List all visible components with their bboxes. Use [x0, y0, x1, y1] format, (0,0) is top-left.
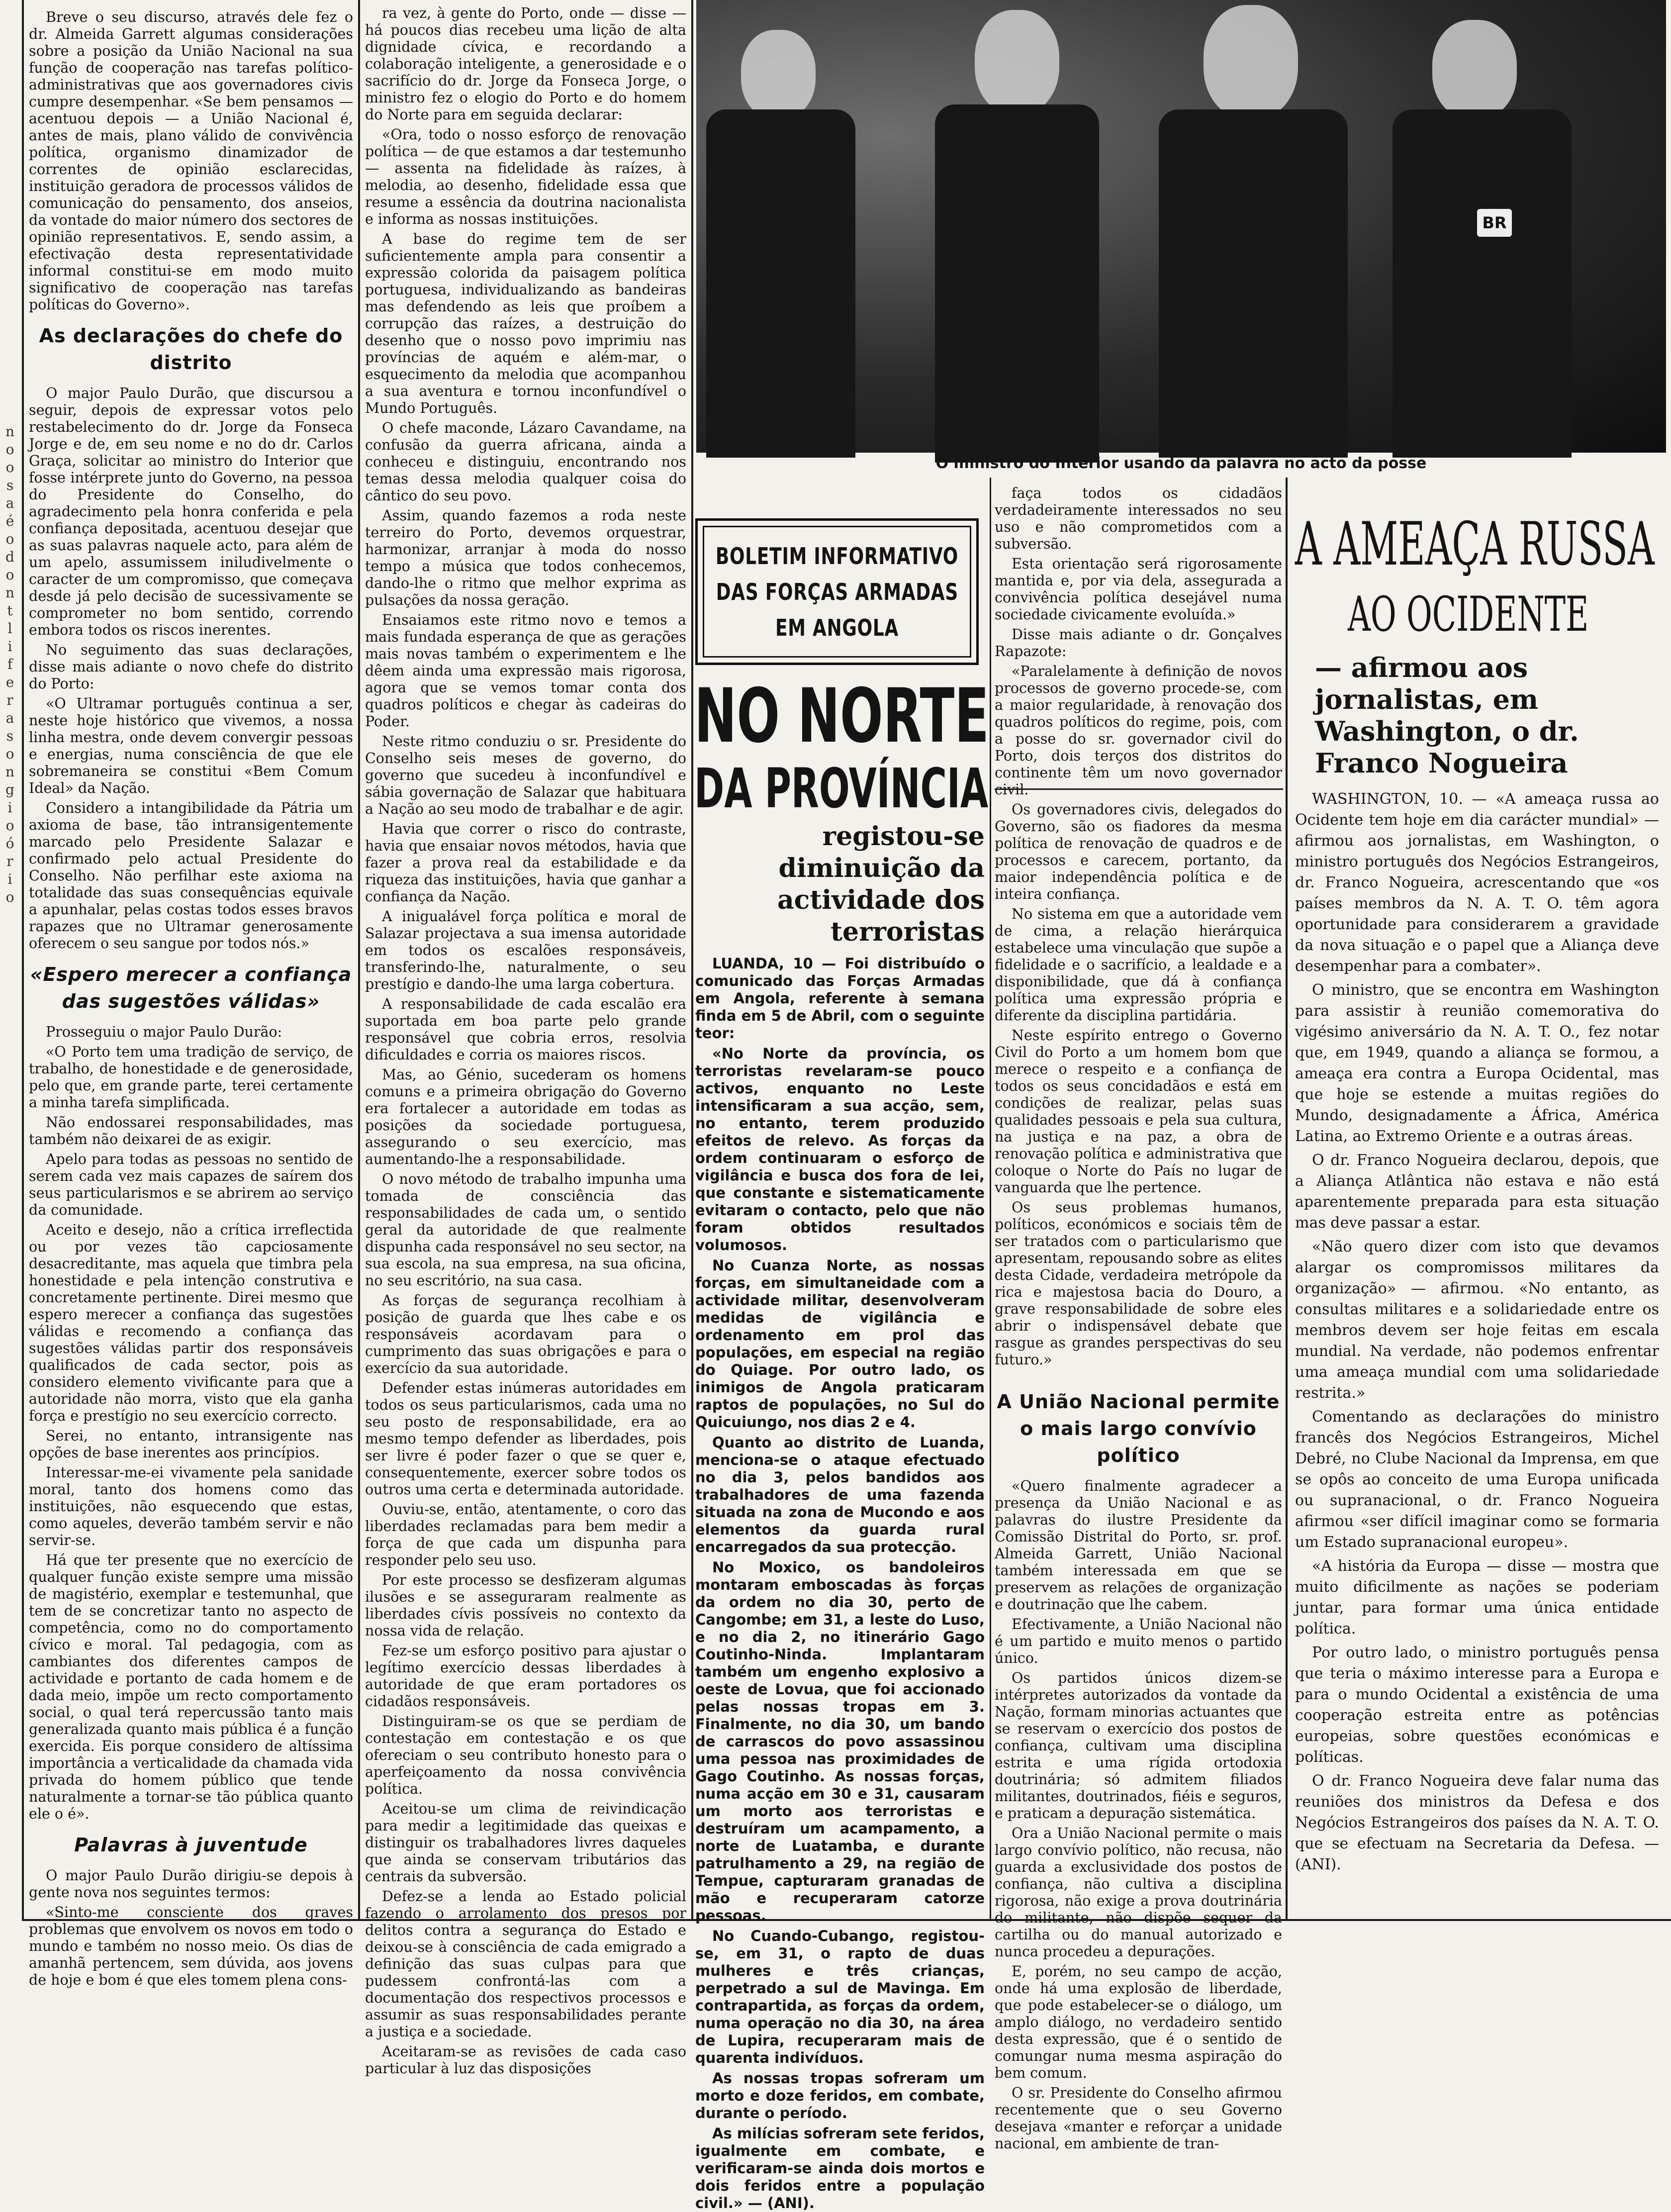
paragraph: O chefe maconde, Lázaro Cavandame, na confusão da guerra africana, ainda a conheceu e distinguiu, encontrando nos temas dessa melodia qualquer coisa do cântico do seu povo. — [365, 420, 686, 504]
column-rule — [358, 0, 360, 1920]
paragraph: Defez-se a lenda ao Estado policial fazendo o arrolamento dos presos por delitos contra a segurança do Estado e deixou-se à consciência de cada emigrado a definição das suas culpas para que pudessem confrontá-las com a documentação dos respectivos processos e assumir as suas responsabilidades perante a justiça e a sociedade. — [365, 1888, 686, 2040]
column-rule — [990, 478, 991, 1920]
paragraph: «Ora, todo o nosso esforço de renovação política — de que estamos a dar testemunho — assenta na fidelidade às raízes, à melodia, ao desenho, fidelidade essa que resume a essência da doutrina nacionalista e informa as nossas instituições. — [365, 126, 686, 227]
column-rule — [22, 0, 24, 1920]
heading-declaracoes: As declarações do chefe do distrito — [39, 325, 343, 374]
margin-letter: o — [5, 817, 14, 834]
headline-ameaca-russa: A AMEAÇA RUSSA — [1295, 510, 1655, 579]
paragraph: «Quero finalmente agradecer a presença da União Nacional e as palavras do ilustre Presidente da Comissão Distrital do Porto, sr. prof. Almeida Garrett, União Nacional também interessada em que se preservem as relações de organização e doutrinação que lhe cabem. — [995, 1478, 1282, 1613]
paragraph: O sr. Presidente do Conselho afirmou recentemente que o seu Governo desejava «manter e reforçar a unidade nacional, em ambiente de tran- — [995, 2085, 1282, 2152]
paragraph: Considero a intangibilidade da Pátria um axioma de base, tão intransigentemente marcado pelo Presidente Salazar e confirmado pelo actual Presidente do Conselho. Não perfilhar este axioma na totalidade das suas consequências equivale a apunhalar, pelas costas todos esses bravos rapazes que no Ultramar generosamente oferecem o seu sangue por todos nós.» — [29, 800, 353, 952]
paragraph: No Cuanza Norte, as nossas forças, em simultaneidade com a actividade militar, desenvolveram medidas de vigilância e ordenamento em prol das populações, em especial na região do Quiage. Por outro lado, os inimigos de Angola praticaram raptos de populações, no Sul do Quicuiungo, nos dias 2 e 4. — [695, 1257, 985, 1431]
paragraph: No Cuando-Cubango, registou-se, em 31, o rapto de duas mulheres e três crianças, perpetrado a sul de Mavinga. Em contrapartida, as forças da ordem, numa operação no dia 30, na área de Lupira, recuperaram mais de quarenta indivíduos. — [695, 1927, 985, 2066]
margin-letter: s — [6, 477, 14, 493]
photo-figure — [1392, 109, 1572, 458]
angola-dek: registou-se diminuição da actividade dos terroristas — [777, 821, 985, 947]
boletim-line: BOLETIM INFORMATIVO — [715, 542, 959, 570]
paragraph: Os seus problemas humanos, políticos, económicos e sociais têm de ser tratados com o particularismo que apresentam, repousando sobre as elites desta Cidade, verdadeira metrópole da rica e majestosa bacia do Douro, a grave responsabilidade de sobre eles abrir o indispensável debate que rasgue as grandes perspectivas do seu futuro.» — [995, 1199, 1282, 1368]
margin-letter: i — [7, 638, 12, 655]
paragraph: «Sinto-me consciente dos graves problemas que envolvem os novos em todo o mundo e também no nosso meio. Os dias de amanhã pertencem, sem dúvida, aos jovens de hoje e bom é que eles tomem plena cons- — [29, 1904, 353, 1988]
heading-uniao-nacional: A União Nacional permite o mais largo convívio político — [997, 1391, 1280, 1466]
col4-paras-b — [995, 1478, 1282, 2152]
photo-figure — [741, 30, 816, 119]
margin-letter: o — [5, 567, 14, 583]
margin-letter: s — [6, 728, 14, 744]
headline-ao-ocidente: AO OCIDENTE — [1348, 586, 1589, 642]
paragraph: Breve o seu discurso, através dele fez o dr. Almeida Garrett algumas considerações sobre a posição da União Nacional na sua função de cooperação nas tarefas político-administrativas que aos governadores civis cumpre desempenhar. «Se bem pensamos — acentuou depois — a União Nacional é, antes de mais, plano válido de convivência política, organismo dinamizador de correntes de opinião esclarecidas, instituição geradora de processos válidos de comunicação do pensamento, dos anseios, da vontade do maior número dos sectores de opinião representativos. E, sendo assim, a efectivação desta representatividade informal constitui-se em modo muito significativo de cooperação nas tarefas políticas do Governo». — [29, 9, 353, 313]
col1-paras-a — [29, 9, 353, 313]
paragraph: Esta orientação será rigorosamente mantida e, por via dela, assegurada a convivência política desejável numa sociedade civicamente evoluída.» — [995, 556, 1282, 623]
paragraph: Fez-se um esforço positivo para ajustar o legítimo exercício dessas liberdades à autoridade de que eram portadores os cidadãos responsáveis. — [365, 1642, 686, 1710]
margin-letter: r — [6, 692, 13, 708]
paragraph: Ouviu-se, então, atentamente, o coro das liberdades reclamadas para bem medir a força de que cada um dispunha para responder pelo seu uso. — [365, 1501, 686, 1568]
angola-body — [695, 955, 985, 2212]
paragraph: Distinguiram-se os que se perdiam de contestação em contestação e os que ofereciam o seu contributo honesto para o aperfeiçoamento da nossa convivência política. — [365, 1713, 686, 1797]
col1-paras-b — [29, 385, 353, 952]
heading-espero-merecer: «Espero merecer a confiança das sugestões válidas» — [30, 963, 352, 1012]
column-1 — [29, 9, 353, 1988]
paragraph: Apelo para todas as pessoas no sentido de serem cada vez mais capazes de saírem dos seus particularismos e se abrirem ao serviço da comunidade. — [29, 1151, 353, 1218]
margin-letter: n — [5, 584, 15, 601]
paragraph: «Paralelamente à definição de novos processos de governo procede-se, com a maior regularidade, à renovação dos quadros políticos do regime, pois, com a posse do sr. governador civil do Porto, dois terços dos distritos do continente têm um novo governador civil. — [995, 663, 1282, 798]
col2-paras — [365, 5, 686, 2077]
paragraph: Comentando as declarações do ministro francês dos Negócios Estrangeiros, Michel Debré, no Clube Nacional da Imprensa, em que se opôs ao conceito de uma Europa unificada ou supranacional, o dr. Franco Nogueira afirmou «ser difícil imaginar como se formaria um Estado supranacional europeu». — [1295, 1408, 1659, 1551]
column-rule — [691, 0, 693, 1920]
col4-paras-a — [995, 485, 1282, 1368]
paragraph: LUANDA, 10 — Foi distribuído o comunicado das Forças Armadas em Angola, referente à semana finda em 5 de Abril, com o seguinte teor: — [695, 955, 985, 1042]
left-margin-fragment — [0, 423, 20, 1716]
heading-palavras-juventude: Palavras à juventude — [74, 1834, 308, 1856]
photo-figure — [1432, 20, 1517, 119]
margin-letter: n — [5, 764, 15, 780]
paragraph: Aceitaram-se as revisões de cada caso particular à luz das disposições — [365, 2043, 686, 2077]
paragraph: A responsabilidade de cada escalão era suportada em boa parte pelo grande responsável que cobria erros, resolvia dificuldades e corria os maiores riscos. — [365, 996, 686, 1063]
paragraph: Disse mais adiante o dr. Gonçalves Rapazote: — [995, 626, 1282, 660]
paragraph: «No Norte da província, os terroristas revelaram-se pouco activos, enquanto no Leste intensificaram a sua acção, sem, no entanto, terem produzido efeitos de relevo. As forças da ordem continuaram o esforço de vigilância e busca dos fora de lei, que constante e sistematicamente evitaram o contacto, pelo que não foram obtidos resultados volumosos. — [695, 1045, 985, 1253]
boletim-inner — [703, 526, 971, 658]
paragraph: O dr. Franco Nogueira declarou, depois, que a Aliança Atlântica não estava e não está aparentemente preparada para esta situação mas deve passar a estar. — [1295, 1152, 1659, 1232]
paragraph: «O Porto tem uma tradição de serviço, de trabalho, de honestidade e de generosidade, pelo que, em grande parte, terei certamente a minha tarefa simplificada. — [29, 1044, 353, 1111]
paragraph: Prosseguiu o major Paulo Durão: — [46, 1024, 282, 1040]
photo-figure — [706, 109, 855, 458]
paragraph: Serei, no entanto, intransigente nas opções de base inerentes aos princípios. — [29, 1428, 353, 1461]
paragraph: Os governadores civis, delegados do Governo, são os fiadores da mesma política de renovação de quadros e de processos e carecem, portanto, da maior independência política e de inteira confiança. — [995, 801, 1282, 902]
margin-letter: o — [5, 746, 14, 762]
photo-figure — [975, 10, 1059, 114]
margin-letter: i — [7, 799, 12, 816]
col1-paras-c — [29, 1024, 353, 1823]
margin-letter: o — [5, 459, 14, 476]
margin-letter: d — [5, 549, 14, 565]
margin-letter: o — [5, 531, 14, 547]
paragraph: Interessar-me-ei vivamente pela sanidade moral, tanto dos homens como das instituições, não esquecendo que estas, como aqueles, deverão também servir e não servir-se. — [29, 1464, 353, 1548]
paragraph: Não endossarei responsabilidades, mas também não deixarei de as exigir. — [29, 1114, 353, 1148]
margin-letter: o — [5, 889, 14, 905]
photo-microphone-sign: BR — [1477, 209, 1512, 237]
boletim-line: DAS FORÇAS ARMADAS — [716, 578, 958, 605]
boletim-line: EM ANGOLA — [775, 614, 899, 641]
column-4 — [995, 485, 1282, 2152]
margin-letter: r — [6, 853, 13, 869]
paragraph: Por este processo se desfizeram algumas ilusões e se asseguraram realmente as liberdades cívis possíveis no contexto da nossa vida de relação. — [365, 1572, 686, 1639]
paragraph: «A história da Europa — disse — mostra que muito dificilmente as nações se poderiam juntar, para formar uma única entidade política. — [1295, 1557, 1659, 1637]
paragraph: As milícias sofreram sete feridos, igualmente em combate, e verificaram-se ainda dois mortos e dois feridos entre a população civil.» — (ANI). — [695, 2125, 985, 2212]
photo-figure — [1204, 5, 1298, 119]
paragraph: Quanto ao distrito de Luanda, menciona-se o ataque efectuado no dia 3, pelos bandidos aos trabalhadores de uma fazenda situada na zona de Mucondo e aos elementos da guarda rural encarregados da sua protecção. — [695, 1434, 985, 1555]
paragraph: Assim, quando fazemos a roda neste terreiro do Porto, devemos orquestrar, harmonizar, arranjar à moda do nosso tempo a música que todos conhecemos, dando-lhe o ritmo que melhor exprima as pulsações da nossa geração. — [365, 507, 686, 608]
paragraph: ra vez, à gente do Porto, onde — disse — há poucos dias recebeu uma lição de alta dignidade cívica, e recordando a colaboração inteligente, a generosidade e o sacrifício do dr. Jorge da Fonseca Jorge, o ministro fez o elogio do Porto e do homem do Norte para em seguida declarar: — [365, 5, 686, 123]
paragraph: Aceitou-se um clima de reivindicação para medir a legitimidade das queixas e distinguir os trabalhadores livres daqueles que ainda se conservam tributários das centrais da subversão. — [365, 1801, 686, 1885]
news-photo — [696, 0, 1666, 453]
paragraph: Mas, ao Génio, sucederam os homens comuns e a primeira obrigação do Governo era fortalecer a autoridade em todas as posições da sociedade portuguesa, assegurando o seu exercício, mas aumentando-lhe a responsabilidade. — [365, 1066, 686, 1167]
margin-letter: o — [5, 441, 14, 458]
paragraph: No Moxico, os bandoleiros montaram emboscadas às forças da ordem no dia 30, perto de Cangombe; em 31, a leste do Luso, e no dia 2, no itinerário Gago Coutinho-Ninda. Implantaram também um engenho explosivo a oeste de Lovua, que foi accionado pelas nossas tropas em 3. Finalmente, no dia 30, um bando de carrascos do povo assassinou uma pessoa nas proximidades de Gago Coutinho. As nossas forças, numa acção em 30 e 31, causaram um morto aos terroristas e destruíram um acampamento, a norte de Luatamba, e durante patrulhamento a 29, na região de Tempue, capturaram granadas de mão e recuperaram catorze pessoas. — [695, 1559, 985, 1924]
paragraph: As forças de segurança recolhiam à posição de guarda que lhes cabe e os responsáveis acordavam para o cumprimento das suas obrigações e para o exercício da sua autoridade. — [365, 1292, 686, 1376]
margin-letter: e — [5, 674, 14, 690]
paragraph: Ensaiamos este ritmo novo e temos a mais fundada esperança de que as gerações mais novas também o experimentem e lhe dêem ainda uma expressão mais rigorosa, agora que se vemos tomar conta dos quadros políticos e chegar às cadeiras do Poder. — [365, 612, 686, 730]
angola-column — [695, 821, 985, 2212]
paragraph: Há que ter presente que no exercício de qualquer função existe sempre uma missão de magistério, exemplar e testemunhal, que tem de se concretizar tanto no aspecto de competência, como no do comportamento cívico e moral. Tal pedagogia, com as cambiantes dos diferentes campos de actividade e portanto de cada homem e de dada meio, impõe um recto comportamento social, o qual terá repercussão tanto mais generalizada quanto mais pública é a função exercida. Eis porque considero de altíssima importância a verticalidade da chamada vida privada do homem público que tende naturalmente a tornar-se tão pública quanto ele o é». — [29, 1552, 353, 1822]
margin-letter: l — [7, 620, 12, 637]
paragraph: Efectivamente, a União Nacional não é um partido e muito menos o partido único. — [995, 1616, 1282, 1666]
paragraph: No seguimento das suas declarações, disse mais adiante o novo chefe do distrito do Porto: — [29, 642, 353, 692]
margin-letter: g — [5, 781, 14, 798]
margin-letter: f — [7, 656, 13, 673]
headline-da-provincia: DA PROVÍNCIA — [694, 757, 989, 820]
margin-letter: a — [5, 495, 14, 511]
boletim-box — [695, 518, 979, 665]
paragraph: O major Paulo Durão, que discursou a seguir, depois de expressar votos pelo restabelecimento do dr. Jorge da Fonseca Jorge e de, em seu nome e no do dr. Carlos Graça, solicitar ao ministro do Interior que fosse intérprete junto do Governo, na pessoa do Presidente do Conselho, do agradecimento pela honra conferida e pela confiança depositada, acentuou desejar que as suas palavras naquele acto, para além de um apelo, assumissem iniludivelmente o caracter de um compromisso, que começava desde já pelo decisão de sucessivamente se comprometer no bom sentido, correndo embora todos os riscos inerentes. — [29, 385, 353, 638]
headline-no-norte: NO NORTE — [694, 673, 989, 760]
paragraph: Neste ritmo conduziu o sr. Presidente do Conselho seis meses de governo, do governo que sucedeu à inconfundível e sábia governação de Salazar que habituara a Nação ao seu modo de trabalhar e de agir. — [365, 733, 686, 817]
paragraph: Ora a União Nacional permite o mais largo convívio político, não recusa, não guarda a exclusividade dos postos de confiança, não cultiva a disciplina rigorosa, não exige a prova doutrinária do militante, não dispõe sequer da cartilha ou do manual autorizado e nunca procedeu a depurações. — [995, 1825, 1282, 1960]
photo-caption: O ministro do Interior usando da palavra no acto da posse — [935, 455, 1427, 472]
photo-figure — [1159, 109, 1348, 458]
paragraph: A inigualável força política e moral de Salazar projectava a sua imensa autoridade em todos os escalões responsáveis, transferindo-lhe, naturalmente, o seu prestígio e dando-lhe uma larga cobertura. — [365, 908, 686, 992]
column-rule — [1286, 478, 1288, 1920]
paragraph: O novo método de trabalho impunha uma tomada de consciência das responsabilidades de cada um, o sentido geral da autoridade de que realmente dispunha cada responsável no seu sector, na sua escola, na sua empresa, na sua oficina, no seu escritório, na sua casa. — [365, 1171, 686, 1289]
paragraph: Havia que correr o risco do contraste, havia que ensaiar novos métodos, havia que fazer a prova real da estabilidade e da riqueza das instituições, havia que ganhar a confiança da Nação. — [365, 821, 686, 905]
paragraph: E, porém, no seu campo de acção, onde há uma explosão de liberdade, que pode estabelecer-se o diálogo, um amplo diálogo, no verdadeiro sentido desta expressão, que é o sentido de comungar numa mesma aspiração do bem comum. — [995, 1963, 1282, 2081]
paragraph: A base do regime tem de ser suficientemente ampla para consentir a expressão colorida da paisagem política portuguesa, individualizando as bandeiras mas defendendo as leis que proíbem a corrupção das raízes, a destruição do desenho que o nosso povo imprimiu nas províncias de aquém e além-mar, o esquecimento da melodia que acompanhou a sua aventura e tornou inconfundível o Mundo Português. — [365, 231, 686, 416]
photo-figure — [935, 104, 1099, 463]
paragraph: Por outro lado, o ministro português pensa que teria o máximo interesse para a Europa e para o mundo Ocidental a existência de uma cooperação estreita entre as potências europeias, sobre questões económicas e políticas. — [1295, 1644, 1659, 1766]
russia-dek: — afirmou aos jornalistas, em Washington, o dr. Franco Nogueira — [1315, 652, 1579, 779]
col1-paras-d — [29, 1867, 353, 1989]
russia-body — [1295, 789, 1659, 1875]
paragraph: «O Ultramar português continua a ser, neste hoje histórico que vivemos, a nossa linha mestra, onde devem convergir pessoas e energias, numa consciência de que ele sobremaneira se constitui «Bem Comum Ideal» da Nação. — [29, 695, 353, 796]
paragraph: faça todos os cidadãos verdadeiramente interessados no seu uso e não comprometidos com a subversão. — [995, 485, 1282, 552]
margin-letter: ó — [5, 835, 14, 852]
paragraph: WASHINGTON, 10. — «A ameaça russa ao Ocidente tem hoje em dia carácter mundial» — afirmou aos jornalistas, em Washington, o ministro português dos Negócios Estrangeiros, dr. Franco Nogueira, acrescentando que «os países membros da N. A. T. O. têm agora oportunidade para considerarem a gravidade da nova situação e o papel que a Aliança deve desempenhar para a combater». — [1295, 790, 1659, 975]
russia-column — [1295, 652, 1659, 1919]
margin-letter: a — [5, 710, 14, 726]
paragraph: Neste espírito entrego o Governo Civil do Porto a um homem bom que merece o respeito e a confiança de todos os seus concidadãos e está em condições de realizar, pelas suas qualidades pessoais e pela sua cultura, na justiça e na paz, a obra de renovação política e administrativa que coloque o Norte do País no lugar de vanguarda que lhe pertence. — [995, 1027, 1282, 1196]
margin-letter: t — [7, 602, 13, 619]
margin-letter: n — [5, 423, 15, 440]
margin-letter: é — [5, 513, 14, 529]
paragraph: As nossas tropas sofreram um morto e doze feridos, em combate, durante o período. — [695, 2070, 985, 2121]
paragraph: «Não quero dizer com isto que devamos alargar os compromissos militares da organização» — afirmou. «No entanto, as consultas militares e a solidariedade entre os membros devem ser hoje feitas em escala mundial. Na verdade, não podemos enfrentar uma ameaça mundial com uma solidariedade restrita.» — [1295, 1238, 1659, 1402]
paragraph: Aceito e desejo, não a crítica irreflectida ou por vezes tão capciosamente desacreditante, mas aquela que timbra pela honestidade e pela intenção construtiva e concretamente pertinente. Direi mesmo que espero merecer a confiança das sugestões válidas e recomendo a confiança das sugestões válidas partir dos responsáveis qualificados de cada sector, pois as considero elemento vivificante para que a autoridade não morra, visto que ela ganha força e prestígio no seu exercício correcto. — [29, 1222, 353, 1424]
paragraph: O dr. Franco Nogueira deve falar numa das reuniões dos ministros da Defesa e dos Negócios Estrangeiros dos países da N. A. T. O. que se efectuam na Secretaria da Defesa. — (ANI). — [1295, 1772, 1659, 1873]
column-2 — [365, 5, 686, 2077]
paragraph: O ministro, que se encontra em Washington para assistir à reunião comemorativa do vigésimo aniversário da N. A. T. O., fez notar que, em 1949, quando a aliança se formou, a ameaça era contra a Europa Ocidental, mas que hoje se estende a muitas regiões do Mundo, designadamente a África, América Latina, ao Extremo Oriente e a outras áreas. — [1295, 981, 1659, 1145]
paragraph: No sistema em que a autoridade vem de cima, a relação hierárquica estabelece uma vinculação que supõe a fidelidade e o sacrifício, a lealdade e a disponibilidade, que dá à confiança política uma expressão própria e diferente da disciplina partidária. — [995, 906, 1282, 1024]
paragraph: Defender estas inúmeras autoridades em todos os seus particularismos, cada uma no seu posto de responsabilidade, era ao mesmo tempo defender as liberdades, pois ser livre é poder fazer o que se quer e, consequentemente, exercer sobre todos os outros uma certa e determinada autoridade. — [365, 1380, 686, 1498]
margin-letter: i — [7, 871, 12, 887]
paragraph: Os partidos únicos dizem-se intérpretes autorizados da vontade da Nação, formam minorias actuantes que se reservam o exercício dos postos de confiança, cultivam uma disciplina estrita e uma rígida ortodoxia doutrinária; só admitem filiados militantes, doutrinados, fiéis e seguros, e praticam a depuração sistemática. — [995, 1670, 1282, 1822]
paragraph: O major Paulo Durão dirigiu-se depois à gente nova nos seguintes termos: — [29, 1867, 353, 1901]
